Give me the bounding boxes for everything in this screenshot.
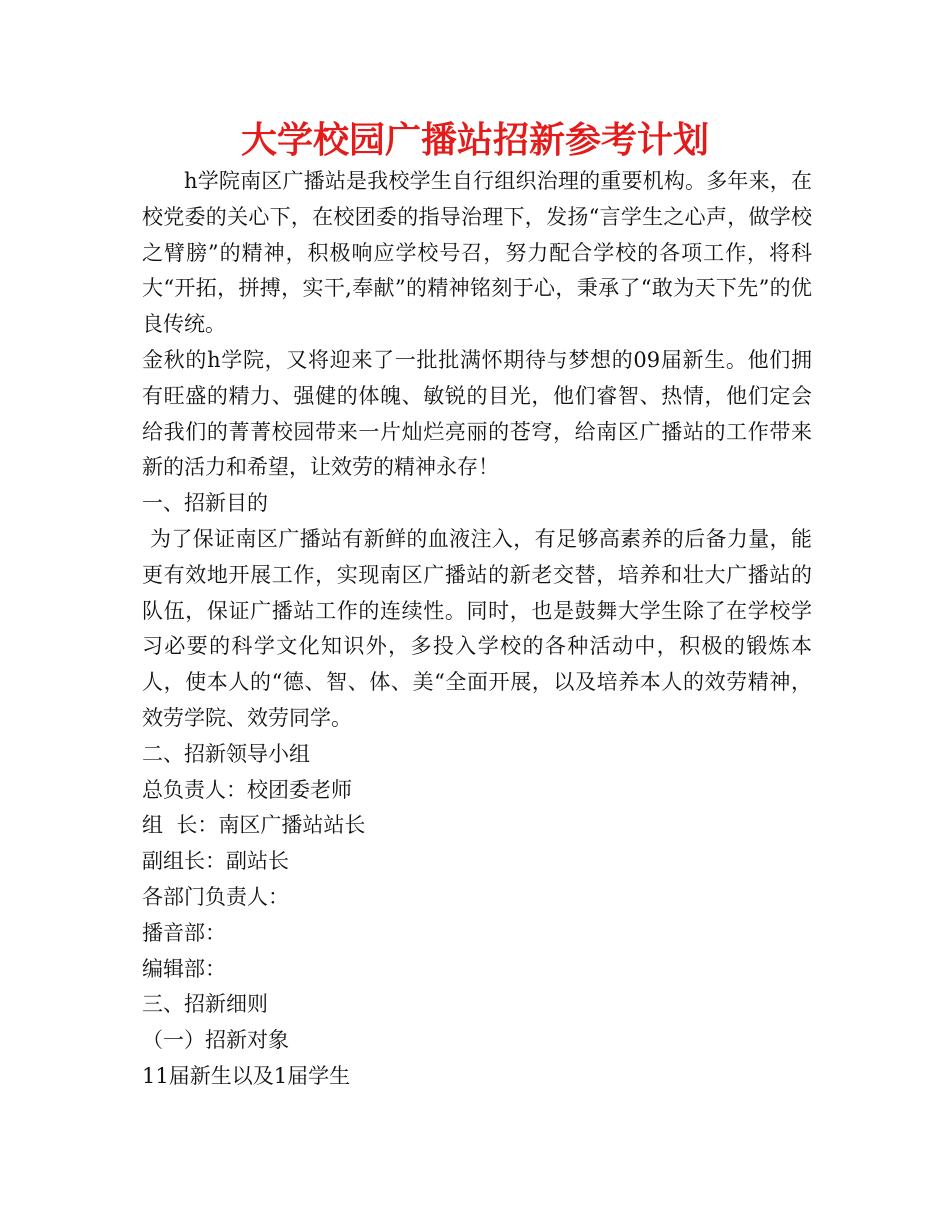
section-heading-leadership: 二、招新领导小组 (142, 741, 310, 766)
intro-paragraph-2: 金秋的h学院，又将迎来了一批批满怀期待与梦想的09届新生。他们拥有旺盛的精力、强健的体魄、敏锐的目光，他们睿智、热情，他们定会给我们的菁菁校园带来一片灿烂亮丽的苍穹，给南区广播站的工作带来新的活力和希望，让效劳的精神永存！ (142, 347, 812, 480)
document-body (142, 164, 812, 1095)
leadership-line: 副组长：副站长 (142, 849, 289, 874)
leadership-line: 总负责人：校团委老师 (142, 777, 352, 802)
leadership-line: 组 长：南区广播站站长 (142, 813, 366, 838)
section-heading-purpose: 一、招新目的 (142, 491, 268, 516)
intro-paragraph-1: h学院南区广播站是我校学生自行组织治理的重要机构。多年来，在校党委的关心下，在校团委的指导治理下，发扬“言学生之心声，做学校之臂膀”的精神，积极响应学校号召，努力配合学校的各项工作，将科大“开拓，拼搏，实干,奉献”的精神铭刻于心，秉承了“敢为天下先”的优良传统。 (142, 169, 812, 337)
rules-target-text: 11届新生以及1届学生 (142, 1063, 351, 1088)
section-heading-rules: 三、招新细则 (142, 992, 268, 1017)
leadership-line: 播音部： (142, 920, 226, 945)
leadership-line: 各部门负责人： (142, 884, 289, 909)
document-title: 大学校园广播站招新参考计划 (240, 119, 709, 161)
purpose-paragraph: 为了保证南区广播站有新鲜的血液注入，有足够高素养的后备力量，能更有效地开展工作，实现南区广播站的新老交替，培养和壮大广播站的队伍，保证广播站工作的连续性。同时，也是鼓舞大学生除了在学校学习必要的科学文化知识外，多投入学校的各种活动中，积极的锻炼本人，使本人的“德、智、体、美“全面开展，以及培养本人的效劳精神，效劳学院、效劳同学。 (142, 526, 812, 730)
leadership-line: 编辑部： (142, 956, 226, 981)
rules-subheading-target: （一）招新对象 (142, 1028, 289, 1053)
